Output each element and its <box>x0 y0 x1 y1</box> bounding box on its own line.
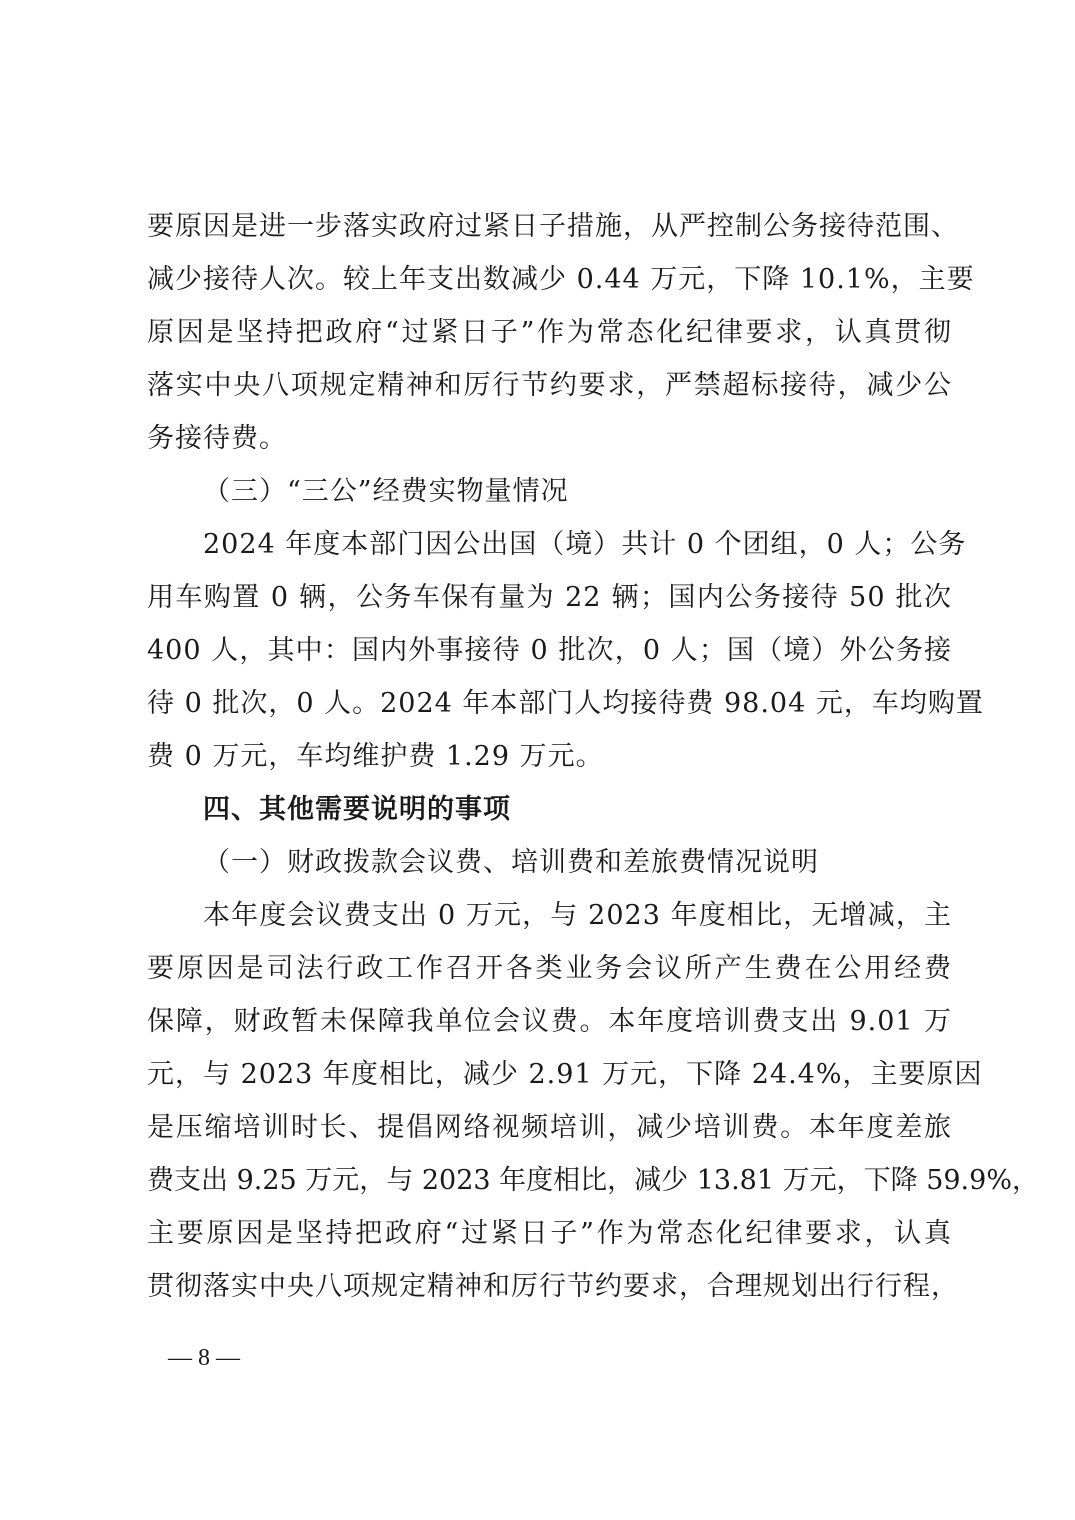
subsection-heading-4-1: （一）财政拨款会议费、培训费和差旅费情况说明 <box>203 847 819 878</box>
paragraph-reception-continued <box>147 200 975 465</box>
text-line: 要原因是司法行政工作召开各类业务会议所产生费在公用经费 <box>147 953 952 984</box>
text-line: 落实中央八项规定精神和厉行节约要求，严禁超标接待，减少公 <box>147 370 952 401</box>
text-line: 主要原因是坚持把政府“过紧日子”作为常态化纪律要求，认真 <box>147 1218 952 1249</box>
text-line: 减少接待人次。较上年支出数减少 0.44 万元，下降 10.1%，主要 <box>147 264 975 295</box>
text-line: 务接待费。 <box>147 423 287 454</box>
text-line: 贯彻落实中央八项规定精神和厉行节约要求，合理规划出行行程， <box>147 1271 959 1302</box>
text-line: 待 0 批次，0 人。2024 年本部门人均接待费 98.04 元，车均购置 <box>147 688 984 719</box>
text-line: 2024 年度本部门因公出国（境）共计 0 个团组，0 人；公务 <box>203 529 967 560</box>
text-line: 费支出 9.25 万元，与 2023 年度相比，减少 13.81 万元，下降 59.9%， <box>147 1165 1039 1196</box>
section-heading-3: （三）“三公”经费实物量情况 <box>203 476 569 507</box>
text-line: 400 人，其中：国内外事接待 0 批次，0 人；国（境）外公务接 <box>147 635 952 666</box>
text-line: 元，与 2023 年度相比，减少 2.91 万元，下降 24.4%，主要原因 <box>147 1059 983 1090</box>
text-line: 保障，财政暂未保障我单位会议费。本年度培训费支出 9.01 万 <box>147 1006 952 1037</box>
document-body <box>147 200 1039 1313</box>
text-line: 费 0 万元，车均维护费 1.29 万元。 <box>147 741 604 772</box>
page-number: — 8 — <box>168 1345 240 1371</box>
text-line: 要原因是进一步落实政府过紧日子措施，从严控制公务接待范围、 <box>147 211 959 242</box>
text-line: 是压缩培训时长、提倡网络视频培训，减少培训费。本年度差旅 <box>147 1112 952 1143</box>
text-line: 用车购置 0 辆，公务车保有量为 22 辆；国内公务接待 50 批次 <box>147 582 952 613</box>
section-heading-4: 四、其他需要说明的事项 <box>203 794 511 825</box>
paragraph-meeting-training-travel <box>147 889 1039 1313</box>
text-line: 原因是坚持把政府“过紧日子”作为常态化纪律要求，认真贯彻 <box>147 317 952 348</box>
paragraph-physical-quantity <box>147 518 984 783</box>
text-line: 本年度会议费支出 0 万元，与 2023 年度相比，无增减，主 <box>203 900 952 931</box>
